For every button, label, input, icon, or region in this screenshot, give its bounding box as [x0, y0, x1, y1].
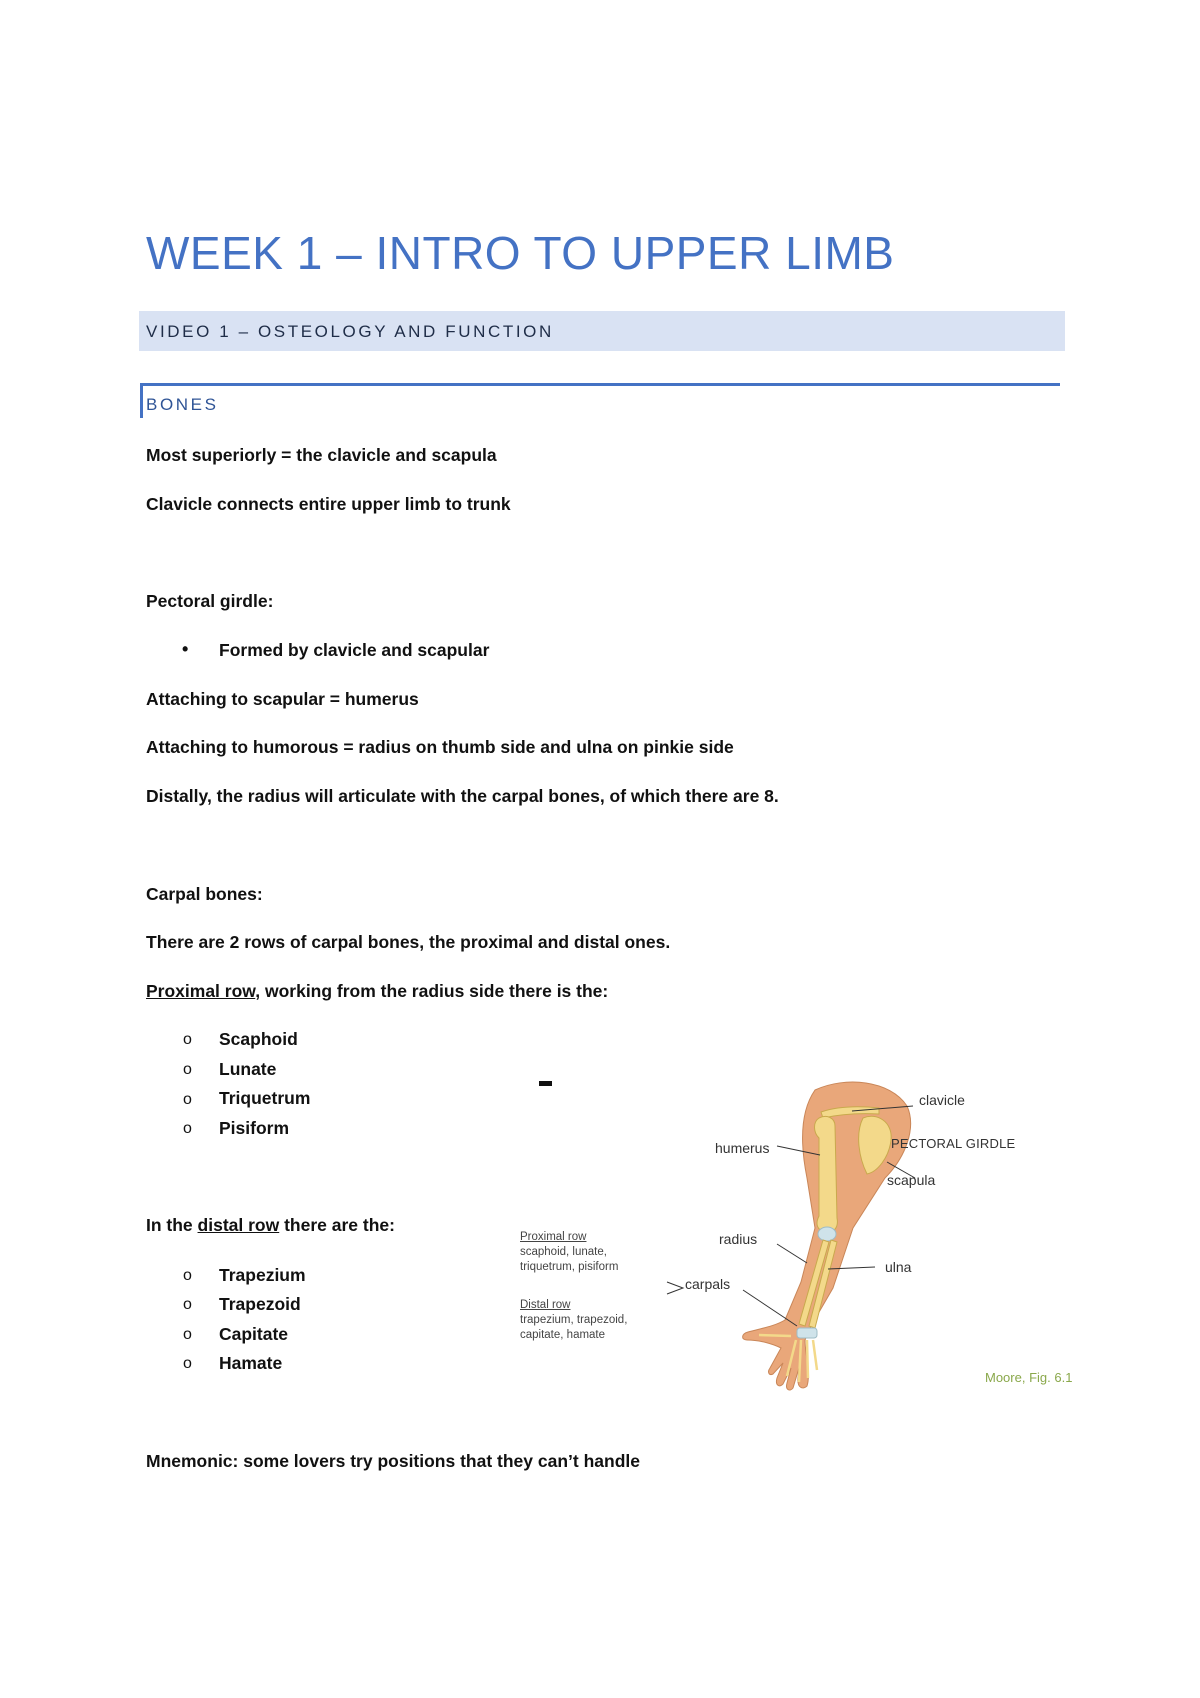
list-item: Hamate: [219, 1353, 283, 1373]
arm-illustration: [515, 1078, 1085, 1398]
text-line: Distally, the radius will articulate with the carpal bones, of which there are 8.: [146, 786, 779, 806]
bullet-dot-icon: •: [182, 639, 189, 659]
carpal-bones: [797, 1328, 817, 1338]
text-line: There are 2 rows of carpal bones, the proximal and distal ones.: [146, 932, 671, 952]
label-radius: radius: [719, 1231, 758, 1247]
section-heading: BONES: [146, 395, 219, 414]
mnemonic-line: Mnemonic: some lovers try positions that they can’t handle: [146, 1451, 640, 1471]
proximal-row-term: Proximal row: [146, 981, 256, 1001]
distal-row-text: trapezium, trapezoid,: [520, 1314, 628, 1326]
label-scapula: scapula: [887, 1172, 936, 1188]
pectoral-heading: Pectoral girdle:: [146, 591, 274, 611]
list-item: Scaphoid: [219, 1029, 298, 1049]
page-title: WEEK 1 – INTRO TO UPPER LIMB: [146, 227, 895, 279]
distal-row-text: capitate, hamate: [520, 1329, 606, 1341]
distal-row-line: [146, 1215, 395, 1236]
carpals-bracket: [667, 1282, 683, 1294]
distal-row-pre: In the: [146, 1215, 198, 1235]
text-line: Attaching to humorous = radius on thumb side and ulna on pinkie side: [146, 737, 734, 757]
figure-caption: Moore, Fig. 6.1: [985, 1370, 1073, 1385]
elbow-joint: [818, 1227, 836, 1241]
circle-bullet-icon: o: [183, 1031, 192, 1048]
proximal-row-rest: , working from the radius side there is the:: [255, 981, 609, 1001]
list-item: Capitate: [219, 1324, 289, 1344]
text-line: Most superiorly = the clavicle and scapula: [146, 445, 497, 465]
circle-bullet-icon: o: [183, 1267, 192, 1284]
list-item: Trapezium: [219, 1265, 306, 1285]
list-item: Trapezoid: [219, 1294, 301, 1314]
thumb-bones: [759, 1335, 791, 1336]
carpal-heading: Carpal bones:: [146, 884, 263, 904]
label-pectoral-girdle: PECTORAL GIRDLE: [891, 1136, 1016, 1151]
circle-bullet-icon: o: [183, 1120, 192, 1137]
label-carpals: carpals: [685, 1276, 731, 1292]
proximal-row-line: [146, 981, 608, 1002]
text-line: Attaching to scapular = humerus: [146, 689, 419, 709]
circle-bullet-icon: o: [183, 1091, 192, 1108]
proximal-row-title: Proximal row: [520, 1231, 587, 1243]
distal-row-title: Distal row: [520, 1299, 571, 1311]
list-item: Pisiform: [219, 1118, 290, 1138]
circle-bullet-icon: o: [183, 1061, 192, 1078]
upper-limb-figure: [515, 1078, 1085, 1398]
section-rule: [140, 383, 1060, 386]
circle-bullet-icon: o: [183, 1355, 192, 1372]
proximal-row-text: triquetrum, pisiform: [520, 1261, 619, 1273]
subheading: VIDEO 1 – OSTEOLOGY AND FUNCTION: [146, 322, 554, 341]
label-ulna: ulna: [885, 1259, 912, 1275]
list-item: Lunate: [219, 1059, 277, 1079]
list-item: Triquetrum: [219, 1088, 311, 1108]
label-clavicle: clavicle: [919, 1092, 965, 1108]
carpals-pointer: [743, 1290, 797, 1326]
radius-pointer: [777, 1244, 807, 1263]
label-humerus: humerus: [715, 1140, 770, 1156]
bullet-item: Formed by clavicle and scapular: [219, 640, 490, 660]
distal-row-rest: there are the:: [279, 1215, 395, 1235]
circle-bullet-icon: o: [183, 1326, 192, 1343]
distal-row-term: distal row: [197, 1215, 280, 1235]
proximal-row-text: scaphoid, lunate,: [520, 1246, 607, 1258]
section-rule-left: [140, 383, 143, 418]
text-line: Clavicle connects entire upper limb to trunk: [146, 494, 511, 514]
circle-bullet-icon: o: [183, 1296, 192, 1313]
